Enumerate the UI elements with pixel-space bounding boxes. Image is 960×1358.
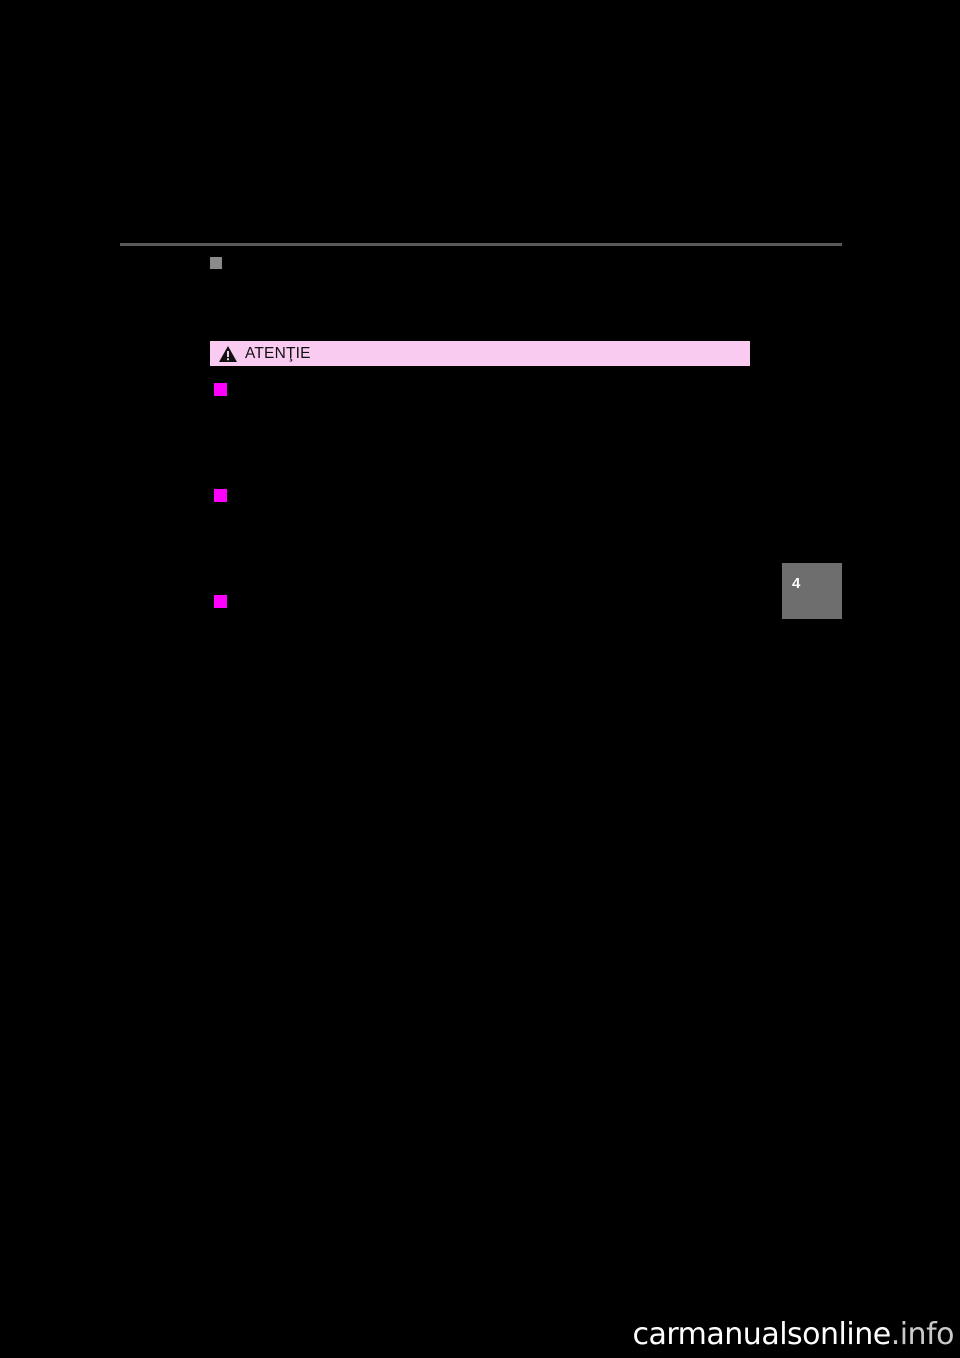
chapter-tab-number: 4 bbox=[792, 575, 801, 592]
warning-triangle-icon bbox=[218, 345, 238, 363]
caution-item-bullet bbox=[214, 595, 227, 608]
chapter-tab bbox=[782, 563, 842, 619]
watermark-dim: .info bbox=[890, 1317, 954, 1352]
watermark-strong: carmanualsonline bbox=[632, 1317, 891, 1352]
watermark bbox=[633, 1317, 955, 1352]
caution-banner bbox=[210, 341, 750, 366]
caution-item-bullet bbox=[214, 383, 227, 396]
caution-label: ATENŢIE bbox=[245, 344, 311, 362]
header-divider bbox=[120, 243, 842, 246]
section-bullet-icon bbox=[210, 257, 222, 269]
caution-item-bullet bbox=[214, 489, 227, 502]
